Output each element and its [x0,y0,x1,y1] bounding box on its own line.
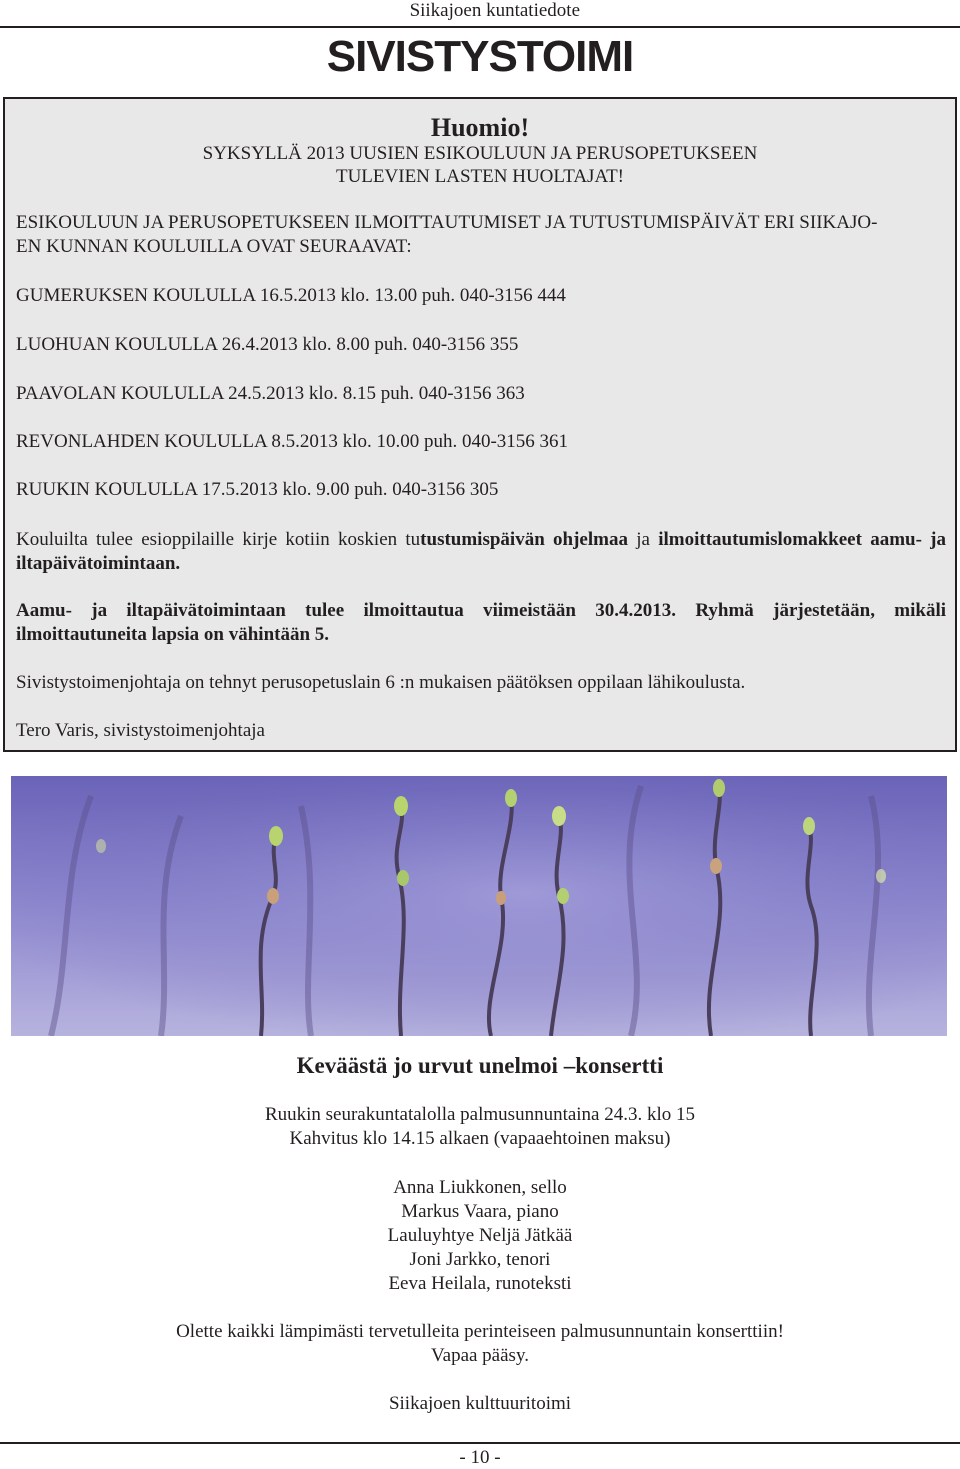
notice-subhead-line1: SYKSYLLÄ 2013 UUSIEN ESIKOULUUN JA PERUSOPETUKSEEN [202,143,758,164]
footer-rule [0,1442,960,1444]
para1-bold-program: tustumispäivän ohjelmaa [420,529,628,550]
performer-choir: Lauluyhtye Neljä Jätkää [387,1225,573,1246]
performer-piano: Markus Vaara, piano [401,1201,559,1222]
notice-subhead [5,142,955,188]
header-rule [0,26,960,28]
publication-name: Siikajoen kuntatiedote [409,0,580,21]
para1-start: Kouluilta tulee esioppilaille kirje kotiin koskien tu [16,529,421,550]
notice-intro-line2: EN KUNNAN KOULUILLA OVAT SEURAAVAT: [16,236,412,257]
para1-mid: ja [627,529,659,550]
notice-paragraph-deadline: Aamu- ja iltapäivätoimintaan tulee ilmoittautua viimeistään 30.4.2013. Ryhmä järjestetään, mikäli ilmoittautuneita lapsia on vähintään 5. [16,600,946,645]
page-number: - 10 - [459,1447,501,1468]
notice-intro-line1: ESIKOULUUN JA PERUSOPETUKSEEN ILMOITTAUTUMISET JA TUTUSTUMISPÄIVÄT ERI SIIKAJO- [16,212,878,233]
section-title: SIVISTYSTOIMI [326,32,634,81]
performer-cello: Anna Liukkonen, sello [393,1177,567,1198]
notice-paragraph-letter [16,528,946,576]
concert-coffee: Kahvitus klo 14.15 alkaen (vapaaehtoinen maksu) [289,1128,671,1149]
school-ruukki: RUUKIN KOULULLA 17.5.2013 klo. 9.00 puh. 040-3156 305 [16,479,499,500]
school-luohua: LUOHUAN KOULULLA 26.4.2013 klo. 8.00 puh. 040-3156 355 [16,334,519,355]
performer-tenor: Joni Jarkko, tenori [409,1249,551,1270]
concert-entry: Vapaa pääsy. [431,1345,529,1366]
notice-intro [16,211,946,259]
concert-venue: Ruukin seurakuntatalolla palmusunnuntaina 24.3. klo 15 [264,1104,696,1125]
school-gumerus: GUMERUKSEN KOULULLA 16.5.2013 klo. 13.00 puh. 040-3156 444 [16,285,566,306]
concert-organizer: Siikajoen kulttuuritoimi [388,1393,572,1414]
school-revonlahti: REVONLAHDEN KOULULLA 8.5.2013 klo. 10.00 puh. 040-3156 361 [16,431,569,452]
concert-title: Keväästä jo urvut unelmoi –konsertti [296,1053,664,1078]
notice-signature: Tero Varis, sivistystoimenjohtaja [16,720,265,741]
performer-poetry: Eeva Heilala, runoteksti [388,1273,572,1294]
spring-buds-photo [11,776,947,1036]
notice-subhead-line2: TULEVIEN LASTEN HUOLTAJAT! [335,166,624,187]
notice-attention: Huomio! [430,113,530,142]
notice-paragraph-decision: Sivistystoimenjohtaja on tehnyt perusopetuslain 6 :n mukaisen päätöksen oppilaan lähikoulusta. [16,672,746,693]
para1-bold-forms: ilmoittautumislomakkeet aamu- ja iltapäivätoimintaan. [16,529,947,574]
notice-box [3,97,957,752]
concert-welcome: Olette kaikki lämpimästi tervetulleita perinteiseen palmusunnuntain konserttiin! [176,1321,784,1342]
school-paavola: PAAVOLAN KOULULLA 24.5.2013 klo. 8.15 puh. 040-3156 363 [16,383,525,404]
